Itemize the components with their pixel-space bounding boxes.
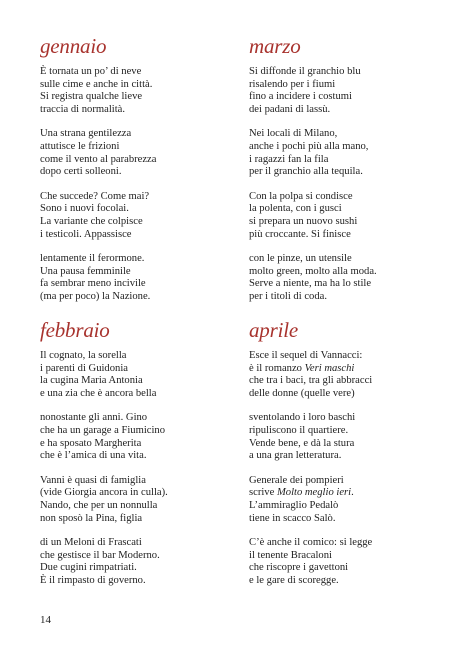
verse-line: ripuliscono il quartiere. bbox=[249, 424, 349, 436]
verse-line: anche i pochi più alla mano, bbox=[249, 140, 369, 152]
verse-line: attutisce le frizioni bbox=[40, 140, 120, 152]
verse-line: si prepara un nuovo sushi bbox=[249, 215, 358, 227]
verse-line: nonostante gli anni. Gino bbox=[40, 412, 148, 424]
verse-line: risalendo per i fiumi bbox=[249, 78, 336, 90]
verse-line: a una gran letteratura. bbox=[249, 450, 342, 462]
stanza bbox=[40, 253, 230, 303]
verse-line: il tenente Bracaloni bbox=[249, 549, 332, 561]
verse-line: fino a incidere i costumi bbox=[249, 91, 352, 103]
verse-line: Il cognato, la sorella bbox=[40, 350, 127, 361]
section-marzo bbox=[249, 34, 439, 316]
verse-line: per i titoli di coda. bbox=[249, 290, 327, 302]
verse-line: che riscopre i gavettoni bbox=[249, 562, 349, 574]
verse-line: la polenta, con i gusci bbox=[249, 203, 342, 215]
stanza bbox=[249, 350, 439, 400]
verse-line: traccia di normalità. bbox=[40, 103, 126, 115]
stanza bbox=[40, 412, 230, 462]
section-gennaio bbox=[40, 34, 230, 316]
verse-line: i testicoli. Appassisce bbox=[40, 228, 132, 240]
verse-line: Vanni è quasi di famiglia bbox=[40, 474, 146, 486]
stanza bbox=[40, 475, 230, 525]
verse-line: Nando, che per un nonnulla bbox=[40, 499, 158, 511]
stanza bbox=[249, 475, 439, 525]
verse-line: Vende bene, e dà la stura bbox=[249, 437, 355, 449]
verse-line: dopo certi solleoni. bbox=[40, 166, 122, 178]
verse-line: Serve a niente, ma ha lo stile bbox=[249, 278, 372, 290]
section-title: febbraio bbox=[40, 318, 110, 342]
verse-line: molto green, molto alla moda. bbox=[249, 265, 377, 277]
verse-line: Si diffonde il granchio blu bbox=[249, 66, 361, 77]
verse-line: di un Meloni di Frascati bbox=[40, 537, 142, 549]
section-title: gennaio bbox=[40, 34, 107, 58]
section-aprile bbox=[249, 318, 439, 600]
verse-line: più croccante. Si finisce bbox=[249, 228, 351, 240]
verse-line: delle donne (quelle vere) bbox=[249, 387, 355, 399]
book-title: Molto meglio ieri bbox=[276, 487, 352, 499]
verse-line: fa sembrar meno incivile bbox=[40, 278, 146, 290]
verse-line: C’è anche il comico: si legge bbox=[249, 537, 373, 549]
verse-line: non sposò la Pina, figlia bbox=[40, 512, 143, 524]
stanza bbox=[40, 66, 230, 116]
verse-line: scrive Molto meglio ieri. bbox=[249, 487, 354, 499]
verse-line: con le pinze, un utensile bbox=[249, 253, 352, 265]
page-number: 14 bbox=[40, 614, 51, 626]
section-title: aprile bbox=[249, 318, 298, 342]
verse-line: dei padani di lassù. bbox=[249, 103, 331, 115]
stanza bbox=[40, 350, 230, 400]
verse-line: lentamente il ferormone. bbox=[40, 253, 145, 265]
stanza bbox=[40, 191, 230, 241]
verse-line: i parenti di Guidonia bbox=[40, 362, 128, 374]
verse-line: che ha un garage a Fiumicino bbox=[40, 424, 166, 436]
verse-line: i ragazzi fan la fila bbox=[249, 153, 329, 165]
verse-line: Con la polpa si condisce bbox=[249, 190, 353, 202]
verse-line: Una pausa femminile bbox=[40, 265, 131, 277]
verse-line: È il rimpasto di governo. bbox=[40, 574, 146, 586]
verse-line: è il romanzo Veri maschi bbox=[249, 362, 355, 374]
stanza bbox=[249, 191, 439, 241]
book-title: Veri maschi bbox=[304, 362, 355, 374]
verse-line: Esce il sequel di Vannacci: bbox=[249, 350, 363, 361]
verse-line: Si registra qualche lieve bbox=[40, 91, 143, 103]
verse-line: Nei locali di Milano, bbox=[249, 128, 338, 140]
verse-line: Generale dei pompieri bbox=[249, 474, 344, 486]
stanza bbox=[40, 537, 230, 587]
stanza bbox=[249, 537, 439, 587]
section-febbraio bbox=[40, 318, 230, 600]
verse-line: per il granchio alla tequila. bbox=[249, 166, 363, 178]
verse-line: e una zia che è ancora bella bbox=[40, 387, 157, 399]
verse-line: Che succede? Come mai? bbox=[40, 190, 150, 202]
verse-line: che gestisce il bar Moderno. bbox=[40, 549, 160, 561]
verse-line: (ma per poco) la Nazione. bbox=[40, 290, 151, 302]
verse-line: sventolando i loro baschi bbox=[249, 412, 356, 424]
stanza bbox=[249, 128, 439, 178]
verse-line: La variante che colpisce bbox=[40, 215, 143, 227]
stanza bbox=[249, 66, 439, 116]
verse-line: e le gare di scoregge. bbox=[249, 574, 339, 586]
verse-line: che tra i baci, tra gli abbracci bbox=[249, 375, 373, 387]
verse-line: tiene in scacco Salò. bbox=[249, 512, 336, 524]
verse-line: Sono i nuovi focolai. bbox=[40, 203, 129, 215]
stanza bbox=[40, 128, 230, 178]
verse-line: Una strana gentilezza bbox=[40, 128, 132, 140]
verse-line: (vide Giorgia ancora in culla). bbox=[40, 487, 168, 499]
verse-line: che è l’amica di una vita. bbox=[40, 450, 147, 462]
verse-line: L’ammiraglio Pedalò bbox=[249, 499, 339, 511]
verse-line: sulle cime e anche in città. bbox=[40, 78, 153, 90]
verse-line: la cugina Maria Antonia bbox=[40, 375, 143, 387]
verse-line: Due cugini rimpatriati. bbox=[40, 562, 137, 574]
verse-line: È tornata un po’ di neve bbox=[40, 66, 142, 77]
verse-line: e ha sposato Margherita bbox=[40, 437, 142, 449]
stanza bbox=[249, 412, 439, 462]
verse-line: come il vento al parabrezza bbox=[40, 153, 157, 165]
section-title: marzo bbox=[249, 34, 301, 58]
stanza bbox=[249, 253, 439, 303]
